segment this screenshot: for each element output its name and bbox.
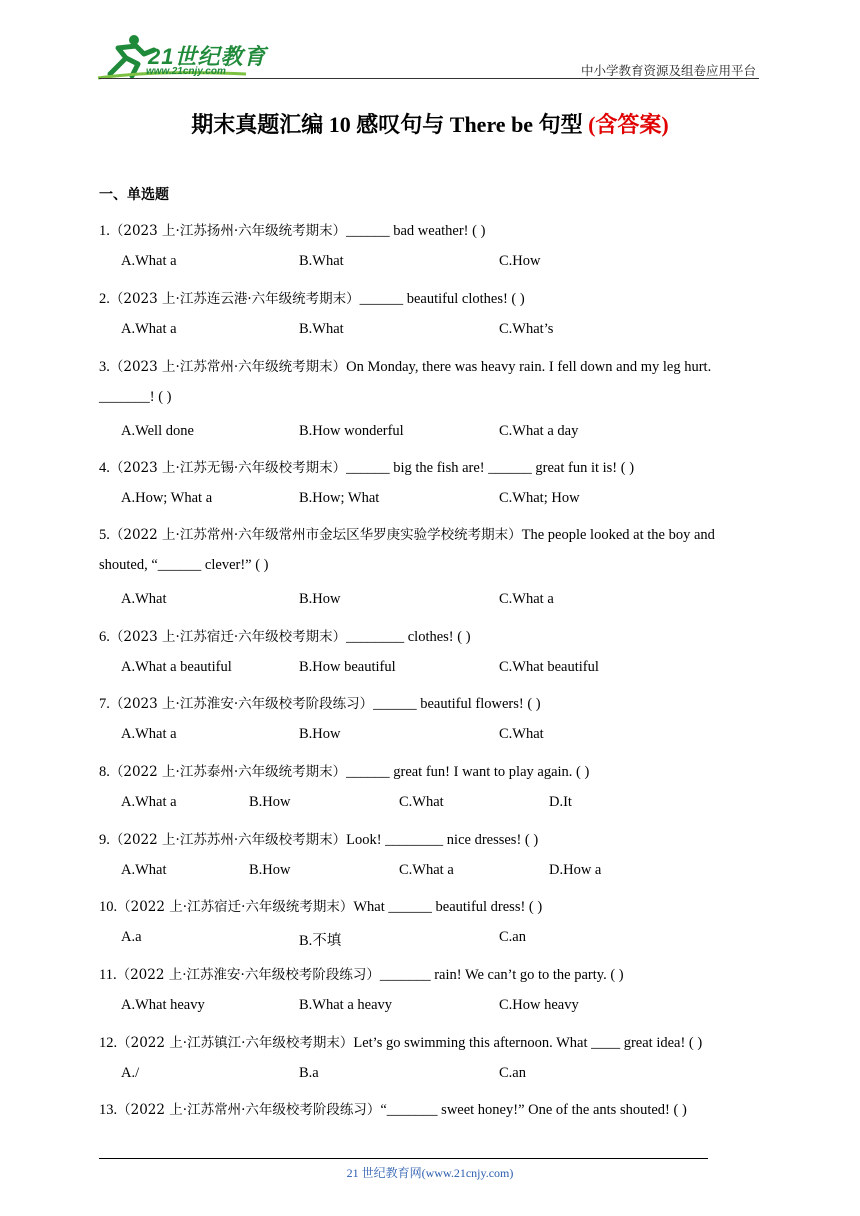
question-10 [99, 895, 542, 916]
option-c: C.What; How [499, 490, 580, 506]
option-d: D.How a [549, 862, 602, 878]
question-text: ______ great fun! I want to play again. ( ) [346, 764, 590, 780]
question-source: （2023 上·江苏淮安·六年级校考阶段练习） [109, 696, 374, 712]
question-number: 1. [99, 223, 110, 239]
option-b: B.How; What [299, 490, 380, 506]
option-a: A.How; What a [121, 490, 213, 506]
option-row [0, 490, 860, 510]
option-row [0, 929, 860, 949]
option-c: C.What’s [499, 321, 554, 337]
section-title: 一、单选题 [99, 187, 169, 203]
question-source: （2022 上·江苏淮安·六年级校考阶段练习） [116, 967, 380, 983]
option-b: B.a [299, 1065, 319, 1081]
option-c: C.What [499, 726, 544, 742]
option-b: B.What [299, 321, 344, 337]
question-7 [99, 692, 541, 713]
question-text: “_______ sweet honey!” One of the ants shouted! ( ) [380, 1102, 687, 1118]
question-8 [99, 760, 589, 781]
logo-url: www.21cnjy.com [146, 66, 226, 77]
question-number: 10. [99, 899, 118, 915]
question-number: 11. [99, 967, 117, 983]
option-a: A.a [121, 929, 142, 945]
option-b: B.不填 [299, 933, 342, 949]
footer-text: 21 世纪教育网(www.21cnjy.com) [346, 1166, 514, 1180]
option-b: B.How [249, 862, 291, 878]
question-number: 3. [99, 359, 110, 375]
question-source: （2022 上·江苏常州·六年级校考阶段练习） [117, 1102, 381, 1118]
question-number: 5. [99, 527, 110, 543]
question-text: ________ clothes! ( ) [346, 629, 471, 645]
question-source: （2022 上·江苏镇江·六年级校考期末） [117, 1035, 354, 1051]
option-c: C.an [499, 929, 526, 945]
question-text: What ______ beautiful dress! ( ) [353, 899, 543, 915]
question-number: 6. [99, 629, 110, 645]
question-source: （2023 上·江苏扬州·六年级统考期末） [109, 223, 347, 239]
question-text-continued: shouted, “______ clever!” ( ) [99, 557, 269, 573]
option-row [0, 253, 860, 273]
question-source: （2022 上·江苏宿迁·六年级统考期末） [117, 899, 354, 915]
option-c: C.an [499, 1065, 526, 1081]
option-b: B.How [299, 591, 341, 607]
question-text: The people looked at the boy and [521, 527, 715, 543]
question-4 [99, 456, 634, 477]
question-12 [99, 1031, 702, 1052]
option-a: A.What a [121, 726, 177, 742]
title-main: 期末真题汇编 10 感叹句与 There be 句型 [191, 112, 583, 137]
option-a: A.What heavy [121, 997, 205, 1013]
option-row [0, 726, 860, 746]
option-c: C.What a [399, 862, 454, 878]
option-row [0, 423, 860, 443]
option-row [0, 794, 860, 814]
question-source: （2023 上·江苏常州·六年级统考期末） [109, 359, 347, 375]
page-header [0, 0, 860, 90]
option-b: B.What a heavy [299, 997, 393, 1013]
question-text: ______ beautiful clothes! ( ) [359, 291, 525, 307]
option-b: B.How beautiful [299, 659, 396, 675]
question-source: （2022 上·江苏泰州·六年级统考期末） [109, 764, 347, 780]
question-5 [99, 523, 715, 544]
option-row [0, 862, 860, 882]
question-source: （2023 上·江苏连云港·六年级统考期末） [109, 291, 360, 307]
question-source: （2022 上·江苏苏州·六年级校考期末） [109, 832, 347, 848]
header-divider [99, 78, 759, 79]
question-text: Look! ________ nice dresses! ( ) [346, 832, 539, 848]
page-title [0, 108, 860, 139]
option-a: A.What a beautiful [121, 659, 232, 675]
option-row [0, 321, 860, 341]
option-c: C.How [499, 253, 541, 269]
question-number: 12. [99, 1035, 118, 1051]
question-6 [99, 625, 471, 646]
question-source: （2023 上·江苏宿迁·六年级校考期末） [109, 629, 347, 645]
question-text: ______ beautiful flowers! ( ) [373, 696, 541, 712]
option-row [0, 659, 860, 679]
question-number: 4. [99, 460, 110, 476]
option-c: C.How heavy [499, 997, 579, 1013]
question-number: 2. [99, 291, 110, 307]
footer-divider [99, 1158, 708, 1159]
option-b: B.How [249, 794, 291, 810]
question-source: （2022 上·江苏常州·六年级常州市金坛区华罗庚实验学校统考期末） [109, 527, 522, 543]
option-a: A.What a [121, 321, 177, 337]
question-13 [99, 1098, 687, 1119]
logo-text: 21世纪教育 [148, 44, 267, 69]
option-a: A.Well done [121, 423, 194, 439]
option-c: C.What beautiful [499, 659, 599, 675]
option-d: D.It [549, 794, 572, 810]
question-text-continued: _______! ( ) [99, 389, 172, 405]
question-1 [99, 219, 485, 240]
option-a: A.What [121, 591, 167, 607]
question-text: _______ rain! We can’t go to the party. ( ) [379, 967, 624, 983]
question-3 [99, 355, 711, 376]
title-answer-note: (含答案) [588, 112, 669, 137]
question-number: 9. [99, 832, 110, 848]
option-b: B.How [299, 726, 341, 742]
question-11 [99, 963, 624, 984]
option-b: B.What [299, 253, 344, 269]
option-a: A.What a [121, 794, 177, 810]
question-number: 7. [99, 696, 110, 712]
option-a: A./ [121, 1065, 140, 1081]
option-c: C.What a day [499, 423, 579, 439]
question-text: ______ bad weather! ( ) [346, 223, 486, 239]
option-row [0, 1065, 860, 1085]
question-source: （2023 上·江苏无锡·六年级校考期末） [109, 460, 347, 476]
option-c: C.What a [499, 591, 554, 607]
option-b: B.How wonderful [299, 423, 404, 439]
question-number: 8. [99, 764, 110, 780]
question-number: 13. [99, 1102, 118, 1118]
question-text: On Monday, there was heavy rain. I fell down and my leg hurt. [346, 359, 712, 375]
option-row [0, 997, 860, 1017]
option-c: C.What [399, 794, 444, 810]
question-2 [99, 287, 525, 308]
option-a: A.What [121, 862, 167, 878]
option-row [0, 591, 860, 611]
platform-name: 中小学教育资源及组卷应用平台 [580, 63, 756, 78]
question-text: Let’s go swimming this afternoon. What ____ great idea! ( ) [353, 1035, 703, 1051]
question-text: ______ big the fish are! ______ great fun it is! ( ) [346, 460, 635, 476]
question-9 [99, 828, 538, 849]
option-a: A.What a [121, 253, 177, 269]
